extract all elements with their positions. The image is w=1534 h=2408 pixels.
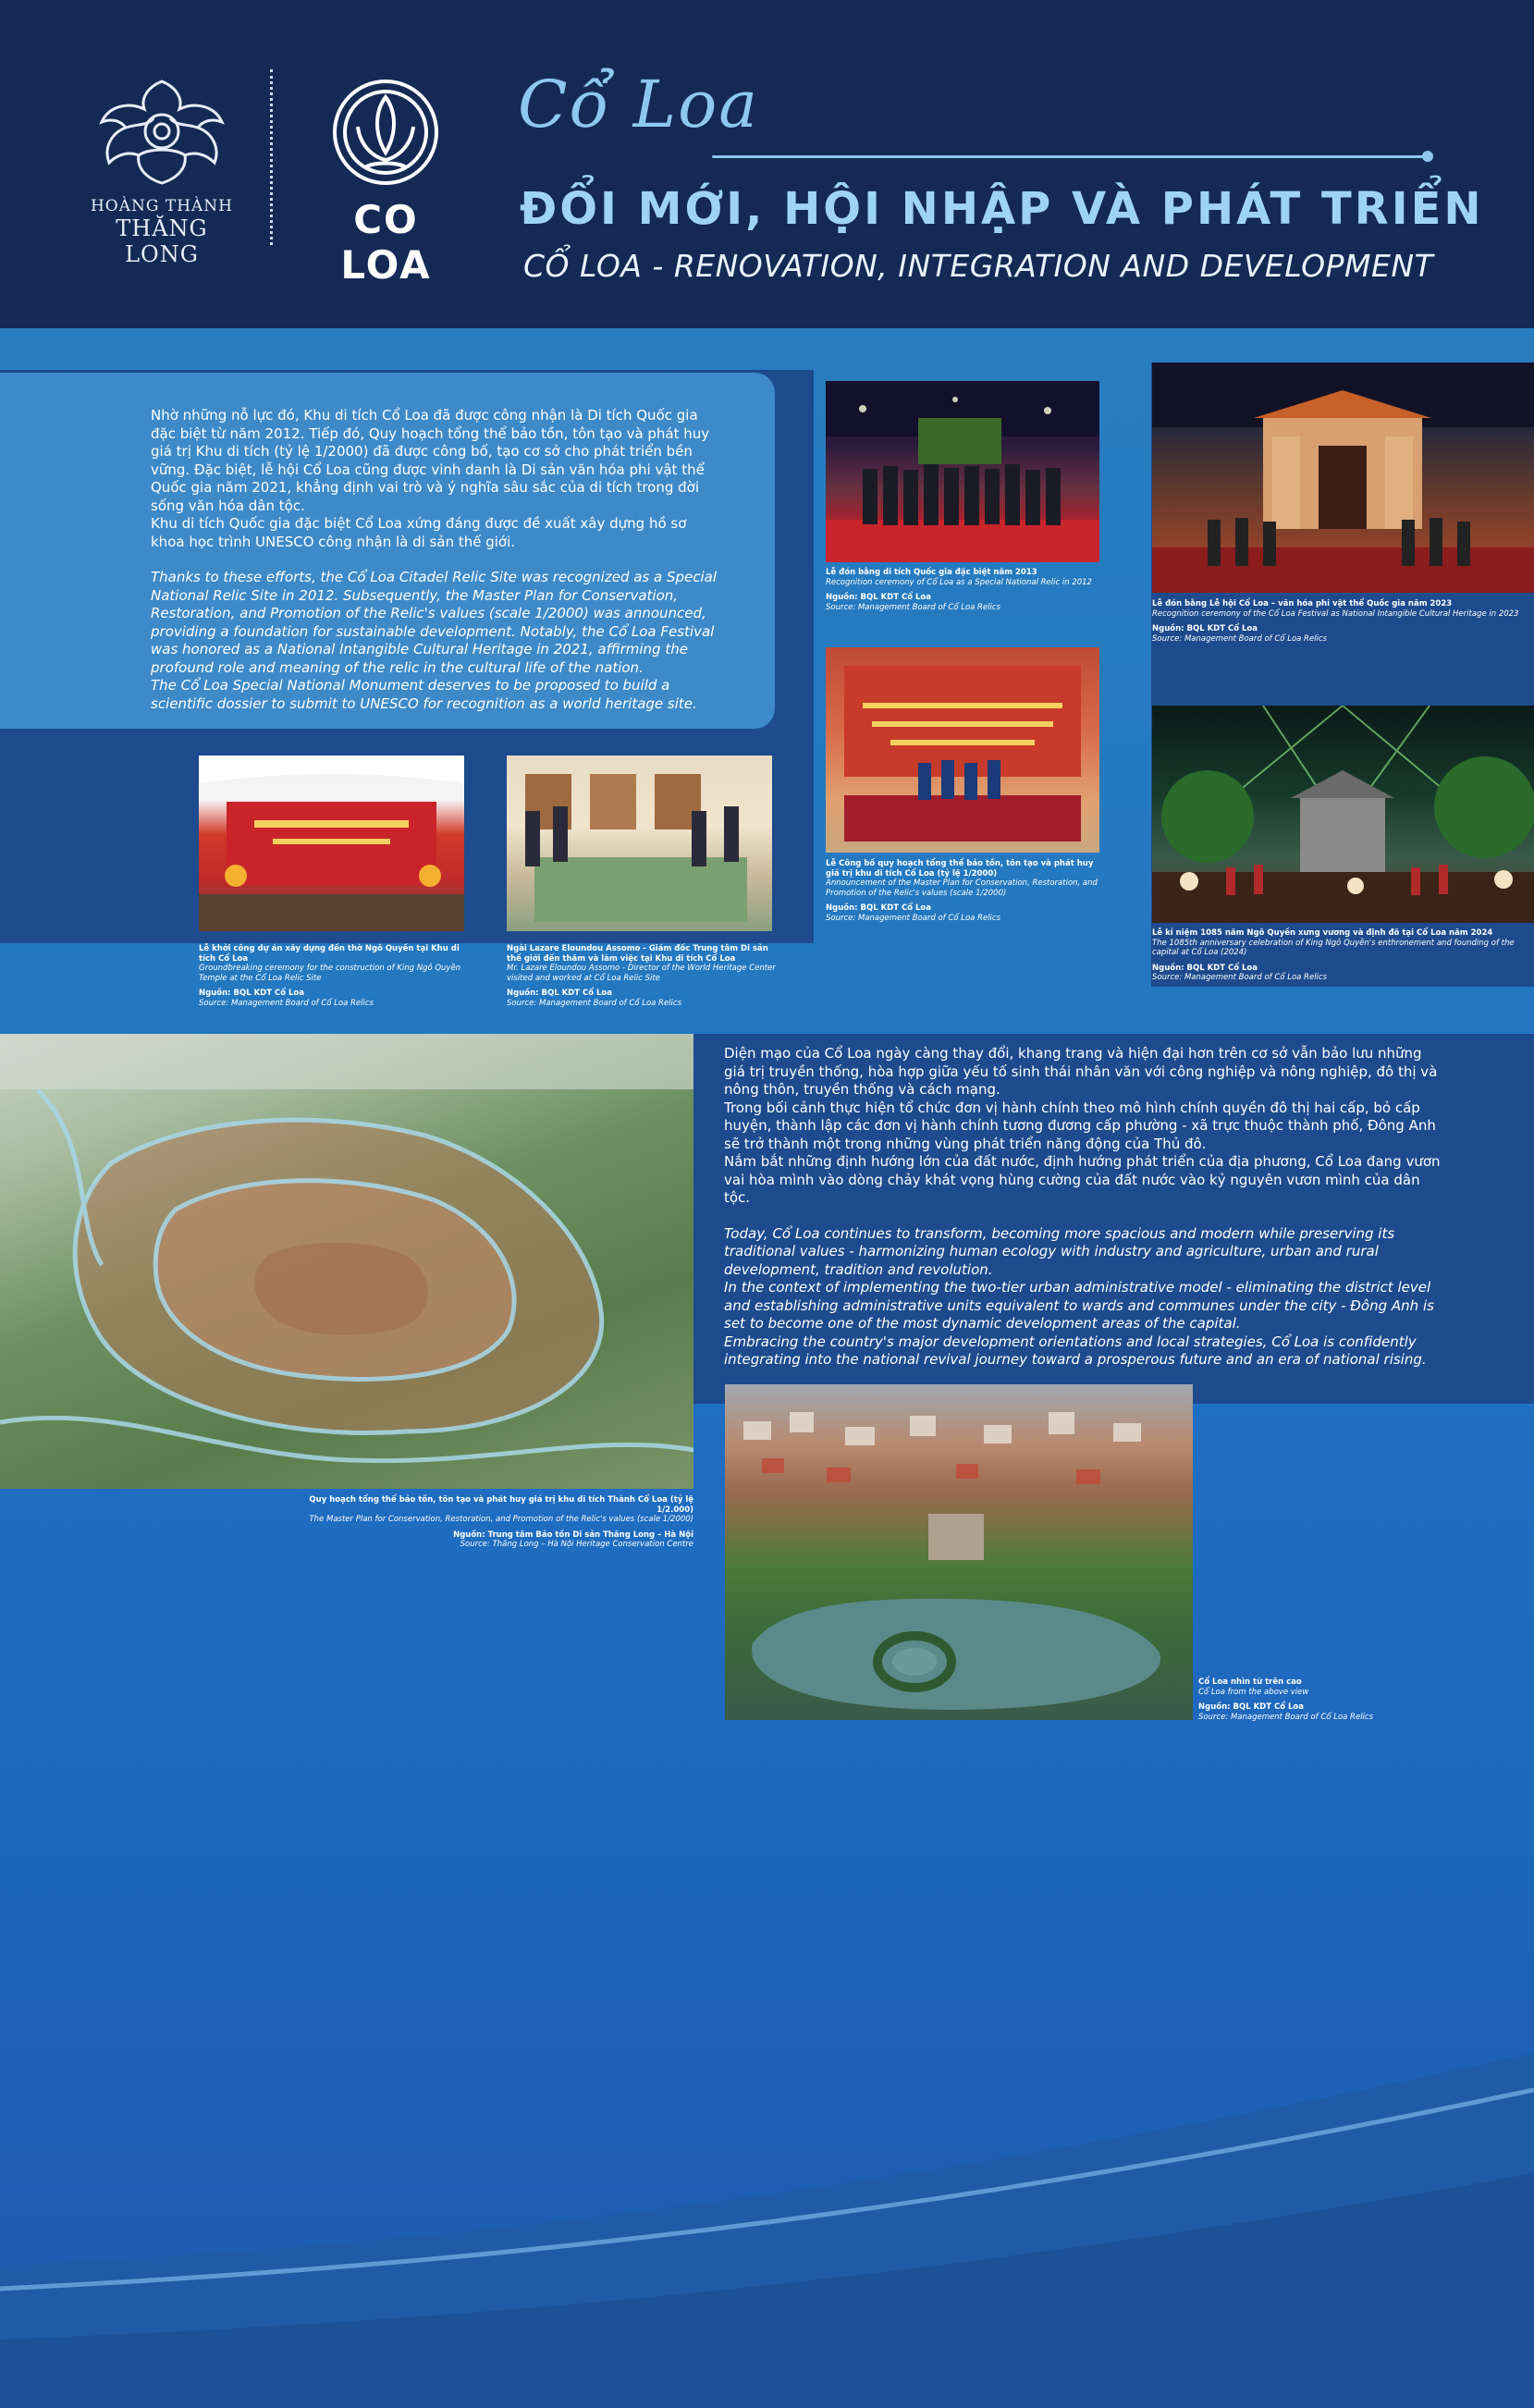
photo-co-loa-aerial [725,1384,1193,1720]
section2-text [724,1045,1441,1370]
logo1-line2: THĂNG LONG [116,215,208,267]
section2-vn-p2: Trong bối cảnh thực hiện tổ chức đơn vị hành chính theo mô hình chính quyền đô thị hai cấp, bỏ cấp huyện, thành lập các đơn vị hành chính tương đương cấp phường - xã trực thuộc thành phố, Đông Anh sẽ trở thành một trong những vùng phát triển năng động của Thủ đô. [724,1099,1436,1152]
caption-6-en: Mr. Lazare Eloundou Assomo - Director of the World Heritage Center visited and worked at Cổ Loa Relic Site [507,964,776,983]
logo1-line1: HOÀNG THÀNH [90,197,234,215]
caption-8 [1198,1677,1476,1722]
caption-3 [826,859,1103,923]
caption-4-src-vn: Nguồn: BQL KDT Cổ Loa [1152,963,1258,973]
caption-2-src-vn: Nguồn: BQL KDT Cổ Loa [1152,624,1258,633]
dragon-emblem-icon [83,74,240,190]
caption-2-src-en: Source: Management Board of Cổ Loa Relics [1152,633,1328,644]
section2-vn-p1: Diện mạo của Cổ Loa ngày càng thay đổi, khang trang và hiện đại hơn trên cơ sở vẫn bảo lưu những giá trị truyền thống, hòa hợp giữa yếu tố sinh thái nhân văn với công nghiệp và nông nghiệp, đô thị và nông thôn, truyền thống và cách mạng. [724,1045,1438,1098]
caption-4-en: The 1085th anniversary celebration of King Ngô Quyền's enthronement and founding of the capital at Cổ Loa (2024) [1152,938,1515,957]
caption-7 [277,1495,693,1550]
caption-6-src-en: Source: Management Board of Cổ Loa Relics [507,998,682,1008]
title-main: Cổ Loa [518,67,759,142]
co-loa-emblem-icon [301,79,472,190]
intro-en-p1: Thanks to these efforts, the Cổ Loa Citadel Relic Site was recognized as a Special National Relic Site in 2012. Subsequently, the Master Plan for Conservation, Restoration, and Promotion of the Relic's values (scale 1/2000) was announced, providing a foundation for sustainable development. Notably, the Cổ Loa Festival was honored as a National Intangible Cultural Heritage in 2021, affirming the profound role and meaning of the relic in the cultural life of the nation. [151,569,718,676]
caption-5 [199,944,469,1008]
section2-en-p3: Embracing the country's major development orientations and local strategies, Cổ Loa is confidently integrating into the national revival journey toward a prosperous future and an era of national rising. [724,1333,1427,1368]
caption-1-src-vn: Nguồn: BQL KDT Cổ Loa [826,593,932,602]
section2-en-p1: Today, Cổ Loa continues to transform, becoming more spacious and modern while preserving its traditional values - harmonizing human ecology with industry and agriculture, urban and rural development, tradition and revolution. [724,1224,1395,1278]
photo-recognition-2012 [826,381,1099,562]
caption-1-vn: Lễ đón bằng di tích Quốc gia đặc biệt năm 2013 [826,568,1037,577]
caption-6-src-vn: Nguồn: BQL KDT Cổ Loa [507,989,613,998]
intro-en-p2: The Cổ Loa Special National Monument deserves to be proposed to build a scientific dossier to submit to UNESCO for recognition as a world heritage site. [151,677,697,712]
caption-5-vn: Lễ khởi công dự án xây dựng đền thờ Ngô Quyền tại Khu di tích Cổ Loa [199,944,460,964]
co-loa-logo [301,79,472,288]
intro-vn-p2: Khu di tích Quốc gia đặc biệt Cổ Loa xứng đáng được đề xuất xây dựng hồ sơ khoa học trình UNESCO công nhận là di sản thế giới. [151,515,687,550]
caption-2-en: Recognition ceremony of the Cổ Loa Festival as National Intangible Cultural Heritage in 2023 [1152,608,1519,619]
caption-7-en: The Master Plan for Conservation, Restoration, and Promotion of the Relic's values (scale 1/2000) [309,1515,693,1524]
title-english: CỔ LOA - RENOVATION, INTEGRATION AND DEVELOPMENT [523,248,1434,284]
photo-master-plan-announcement [826,647,1099,853]
caption-5-src-en: Source: Management Board of Cổ Loa Relics [199,998,374,1008]
caption-6-vn: Ngài Lazare Eloundou Assomo - Giám đốc Trung tâm Di sản thế giới đến thăm và làm việc tại Khu di tích Cổ Loa [507,944,768,964]
photo-groundbreaking [199,756,464,931]
caption-8-src-en: Source: Management Board of Cổ Loa Relics [1198,1712,1374,1722]
caption-6 [507,944,784,1008]
photo-master-plan-aerial [0,1034,693,1489]
caption-4 [1152,928,1531,983]
decorative-wave [0,1988,1534,2408]
caption-4-src-en: Source: Management Board of Cổ Loa Relics [1152,973,1328,982]
title-vietnamese: ĐỔI MỚI, HỘI NHẬP VÀ PHÁT TRIỂN [520,183,1484,235]
caption-8-en: Cổ Loa from the above view [1198,1687,1309,1697]
caption-2 [1152,599,1531,644]
intro-vn-p1: Nhờ những nỗ lực đó, Khu di tích Cổ Loa đã được công nhận là Di tích Quốc gia đặc biệt từ năm 2012. Tiếp đó, Quy hoạch tổng thể bảo tồn, tôn tạo và phát huy giá trị Khu di tích (tỷ lệ 1/2000) đã được công bố, tạo cơ sở cho phát triển bền vững. Đặc biệt, lễ hội Cổ Loa cũng được vinh danh là Di sản văn hóa phi vật thể Quốc gia năm 2021, khẳng định vai trò và ý nghĩa sâu sắc của di tích trong đời sống văn hóa dân tộc. [151,407,710,514]
caption-1-src-en: Source: Management Board of Cổ Loa Relics [826,602,1001,612]
caption-1 [826,568,1103,612]
caption-3-vn: Lễ Công bố quy hoạch tổng thể bảo tồn, tôn tạo và phát huy giá trị khu di tích Cổ Loa (tỷ lệ 1/2000) [826,859,1094,878]
caption-7-src-en: Source: Thăng Long – Hà Nội Heritage Conservation Centre [460,1540,693,1549]
caption-1-en: Recognition ceremony of Cổ Loa as a Special National Relic in 2012 [826,577,1092,587]
caption-3-en: Announcement of the Master Plan for Conservation, Restoration, and Promotion of the Relic's values (scale 1/2000) [826,878,1098,898]
caption-5-src-vn: Nguồn: BQL KDT Cổ Loa [199,989,305,998]
caption-4-vn: Lễ kỉ niệm 1085 năm Ngô Quyền xưng vương và định đô tại Cổ Loa năm 2024 [1152,928,1493,938]
caption-8-src-vn: Nguồn: BQL KDT Cổ Loa [1198,1702,1305,1712]
header-banner [0,0,1534,328]
caption-3-src-vn: Nguồn: BQL KDT Cổ Loa [826,903,932,913]
caption-3-src-en: Source: Management Board of Cổ Loa Relics [826,913,1001,923]
caption-5-en: Groundbreaking ceremony for the construction of King Ngô Quyền Temple at the Cổ Loa Relic Site [199,964,461,983]
caption-7-src-vn: Nguồn: Trung tâm Bảo tồn Di sản Thăng Long – Hà Nội [453,1530,693,1540]
caption-7-vn: Quy hoạch tổng thể bảo tồn, tôn tạo và phát huy giá trị khu di tích Thành Cổ Loa (tỷ lệ 1/2.000) [309,1495,693,1515]
caption-2-vn: Lễ đón bằng Lễ hội Cổ Loa – văn hóa phi vật thể Quốc gia năm 2023 [1152,599,1453,608]
logo2-text: CO LOA [340,197,432,288]
photo-festival-2023 [1152,362,1534,593]
logo-divider [270,69,273,245]
photo-anniversary-2024 [1152,706,1534,923]
title-underline [712,155,1426,158]
caption-8-vn: Cổ Loa nhìn từ trên cao [1198,1677,1302,1687]
section2-vn-p3: Nắm bắt những định hướng lớn của đất nước, định hướng phát triển của địa phương, Cổ Loa đang vươn vai hòa mình vào dòng chảy khát vọng hùng cường của đất nước vào kỷ nguyên vươn mình của dân tộc. [724,1153,1441,1206]
photo-unesco-visit [507,756,772,931]
title-underline-dot [1422,151,1433,162]
thang-long-logo [83,74,240,267]
intro-text [151,407,719,713]
section2-en-p2: In the context of implementing the two-tier urban administrative model - eliminating the district level and establishing administrative units equivalent to wards and communes under the city - Đông Anh is set to become one of the most dynamic development areas of the capital. [724,1279,1434,1332]
